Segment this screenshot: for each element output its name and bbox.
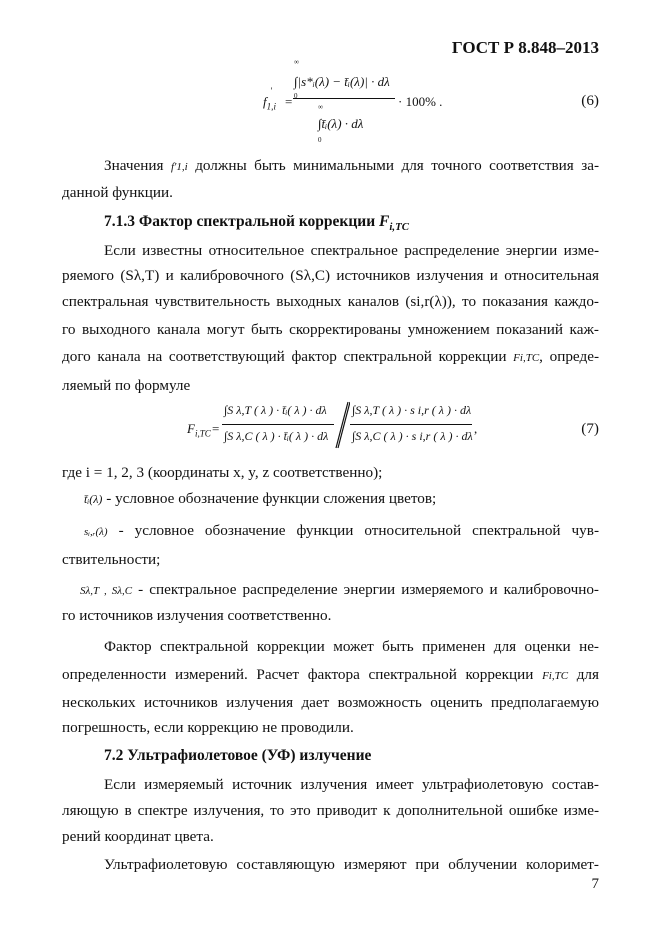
eq7-fraction-line-1 — [222, 424, 334, 425]
eq6-num-lower-limit: 0 — [294, 92, 298, 100]
paragraph-4-line-3: рений координат цвета. — [62, 828, 214, 845]
paragraph-1-line-2: данной функции. — [62, 184, 173, 201]
eq7-fraction-line-2 — [350, 424, 472, 425]
paragraph-2-line-4: го выходного канала могут быть скорректированы умножением показаний каж- — [62, 321, 599, 338]
paragraph-3-line-2: определенности измерений. Расчет фактора спектральной коррекции Fi,TC для — [62, 666, 599, 683]
eq6-equals: = — [285, 94, 293, 109]
eq7-lhs: $F_{i,TC}$ — [187, 421, 211, 439]
inline-symbol-f1i: f′1,i — [170, 161, 188, 173]
eq7-division-slash — [334, 400, 350, 450]
eq6-lhs-prime: ′ — [270, 86, 272, 96]
paragraph-4-line-2: ляющую в спектре излучения, то это приводит к дополнительной ошибке изме- — [62, 802, 599, 819]
eq7-num1: ∫S λ,T ( λ ) · t̄ᵢ( λ ) · dλ — [224, 403, 327, 417]
eq6-den-lower-limit: 0 — [318, 136, 322, 144]
eq6-suffix: · 100% . — [398, 94, 443, 109]
definition-3-line-2: го источников излучения соответственно. — [62, 607, 332, 624]
definition-2: sᵢ,ᵣ(λ) - условное обозначение функции относительной спектральной чув- — [84, 522, 600, 539]
paragraph-2-line-3: спектральная чувствительность выходных каналов (si,r(λ)), то показания каждо- — [62, 293, 599, 310]
paragraph-2-line-1: Если известны относительное спектральное распределение энергии изме- — [104, 242, 599, 259]
eq7-equals: = — [212, 421, 220, 436]
eq7-number: (7) — [581, 420, 599, 437]
paragraph-5-line-1: Ультрафиолетовую составляющую измеряют при облучении колоримет- — [104, 856, 599, 873]
paragraph-3-line-4: погрешность, если коррекцию не проводили. — [62, 719, 354, 736]
document-id-header: ГОСТ Р 8.848–2013 — [451, 38, 599, 57]
eq6-num-upper-limit: ∞ — [294, 58, 299, 66]
paragraph-3-line-3: нескольких источников излучения дает возможность оценить предполагаемую — [62, 694, 599, 711]
definition-2-line-2: ствительности; — [62, 551, 161, 568]
paragraph-4-line-1: Если измеряемый источник излучения имеет ультрафиолетовую состав- — [104, 776, 599, 793]
page-number: 7 — [591, 876, 599, 892]
eq6-numerator: ∫|s*ᵢ(λ) − t̄ᵢ(λ)| · dλ — [294, 74, 390, 89]
eq7-den1: ∫S λ,C ( λ ) · t̄ᵢ( λ ) · dλ — [224, 429, 329, 443]
where-line: где i = 1, 2, 3 (координаты x, y, z соответственно); — [62, 464, 383, 481]
eq6-den-upper-limit: ∞ — [318, 103, 323, 111]
heading-7-1-3: 7.1.3 Фактор спектральной коррекции $F_{i,TC}$ — [104, 213, 409, 234]
paragraph-2-line-2: ряемого (Sλ,T) и калибровочного (Sλ,C) источников излучения и относительная — [62, 267, 599, 284]
definition-3: Sλ,T , Sλ,C - спектральное распределение энергии измеряемого и калибровочно- — [80, 581, 599, 598]
eq6-denominator: ∫t̄ᵢ(λ) · dλ — [318, 116, 364, 131]
eq7-num2: ∫S λ,T ( λ ) · s i,r ( λ ) · dλ — [352, 403, 472, 417]
eq6-number: (6) — [581, 92, 599, 109]
paragraph-2-line-6: ляемый по формуле — [62, 377, 191, 394]
definition-1: t̄ᵢ(λ) - условное обозначение функции сложения цветов; — [84, 490, 437, 507]
eq7-den2: ∫S λ,C ( λ ) · s i,r ( λ ) · dλ — [352, 429, 473, 443]
paragraph-1-line-1: Значения f′1,i должны быть минимальными для точного соответствия за- — [104, 157, 600, 174]
eq6-lhs: $f_{1,i}$ — [263, 94, 276, 112]
eq7-tail: , — [474, 421, 478, 436]
paragraph-3-line-1: Фактор спектральной коррекции может быть применен для оценки не- — [104, 638, 599, 655]
heading-7-2: 7.2 Ультрафиолетовое (УФ) излучение — [104, 747, 372, 764]
paragraph-2-line-5: дого канала на соответствующий фактор спектральной коррекции Fi,TC, опреде- — [62, 348, 600, 365]
eq6-fraction-line — [293, 98, 395, 99]
